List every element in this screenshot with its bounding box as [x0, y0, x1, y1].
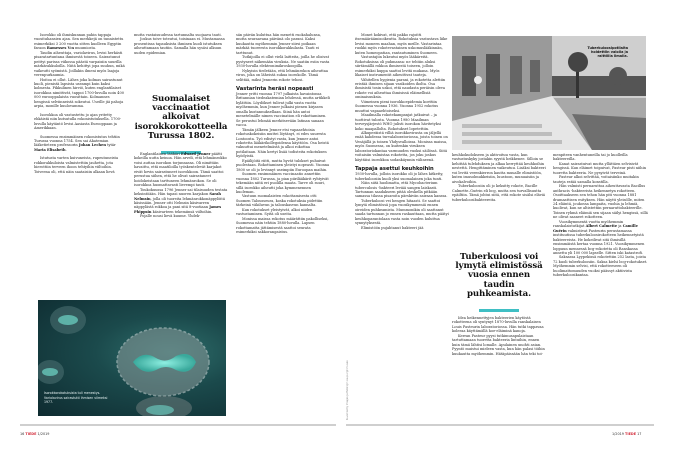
column-3 — [236, 33, 330, 234]
subheading: Tappaja asettui keuhkoihin — [355, 166, 434, 173]
paragraph: Kerran Pasteur pyysi tutkimusapulaistaan tartuttamaan tuoretta bakteeria lintuihin, ennen kuin tämä lähtisi lomalle. Apulainen unohti asian. Pyyntö muistui mieleen vasta, kun hän palasi töihin kuukautta myöhemmin. Hätäpäissään hän teki toi- — [452, 333, 545, 356]
brand-logo: TIEDE — [25, 432, 37, 436]
paragraph: Kanat sairastuivat mutta yllättäen selvisivät hengissä. Kun eläimet toipuivat, Pasteur pisti niihin tuoretta bakteeria. Ne pysyivät terveinä. — [553, 161, 646, 175]
paragraph — [134, 188, 228, 215]
paragraph: sän päivän kuluttua hän menetti ruokahalunsa, mutta seuraavana päivänä olo parani. Kaksi kuukautta myöhemmin Jenner siirsi poikaan märkää tuoreesta isorokkorakkulasta. Tauti ei tarttunut. — [236, 33, 321, 55]
name-johan-lechen: Johan Lechen — [78, 143, 106, 148]
page-number: 17 — [637, 432, 642, 436]
paragraph: Taudin aiheuttaja, variolavirus, levisi herkästi pisaratartuntana ihmisestä toiseen. Sairastunut peittyi parissa viikossa päästä varpaisiin suurilla märkärakkuloilla. Niitä kehittyi jopa suuhun, mikä vaikeutti syömistä. Joillakin ilmeni myös laajoja verenpurkaumia. — [34, 50, 125, 78]
paragraph: Hän valmisti pernaruttoa aiheuttavasta Bacillus anthracis -bakteerista heikennetyn rokotteen. Osoittaakseen sen tehon hän piti vuonna 1881 dramaattisen esityksen. Hän näytti yleisölle, miten 24 eläintä, joukossa lampaita, vuohia ja lehmiä, kuolivat, kun ne altistettiin pernaruttobakteerille. Toinen ryhmä eläimiä sen sijaan säilyi hengissä, sillä ne olivat saaneet rokotteen. — [553, 184, 648, 220]
paragraph: Epäilijöitä riitti, mutta hyvät tulokset puhuivat puolestaan. Rokottaminen yleistyi nopeasti. Vuonna 1800 se oli jo levinnyt useimpiin Euroopan maihin. — [236, 158, 330, 172]
folio-right — [612, 432, 641, 436]
paragraph: Jenner yritti vuonna 1797 julkaista havaintonsa Britannian tiedeakatemian lehdessä, mutta artikkeli hylättiin. Löydökset tulivat julki vasta vuotta myöhemmin, kun Jenner julkaisi pienen kirjasen omalla kustannuksellaan. Siinä hän antoi menetelmälle nimen vaccination eli rokottaminen. Se perustui lehmää merkitsevään latinan sanaan vacca. — [236, 91, 330, 128]
page-number: 16 — [20, 432, 25, 436]
name-james-phipps: James Phippsin — [134, 205, 222, 214]
paragraph — [553, 220, 649, 256]
smallpox-virus-image — [38, 300, 226, 416]
text: valmistivat Pasteurin perustamassa instituutissa tuberkuloosirokotteen heikennetyistä bakteereista. He kokeilivat sitä ihmisillä ensimmäistä kertaa vuonna 1921. Vuosikymmenen loppuun mennessä bcg-rokotetta oli Ranskassa annettu yli 100 000 lapselle. Sitten iski katastrofi. — [553, 228, 645, 255]
paragraph: Tämän jälkeen Jenner etsi vapaaehtoisia rokotuskokeisiin muttei löytänyt, ei edes suuresta Lontoosta. Työ edistyi vasta, kun Jenner antoi rokotetta lääkärikollegoidensa käyttöön. Osa heistä vakuuttui menetelmästä ja alkoi rokottaa potilaitaan. Näin kertyi lisää todisteita rokotuksen hyödyistä. — [236, 127, 329, 159]
text: Vuosikymmentä vuotta myöhemmin ranskalaistutkijat — [553, 219, 624, 229]
pull-quote-right — [452, 253, 546, 312]
text: Isorokko oli ihmiskunnan pahin tappaja vuosituhansien ajan. Sen merkkejä on tunnistettu esimerkiksi 3 200 vuotta sitten kuolleen Egyptin faraon — [34, 33, 124, 51]
column-4 — [355, 33, 449, 230]
paragraph: Suomen ensimmäinen vaccinaatio annettiin vuonna 1802 Turussa, ja pian piirilääkärit ryhtyivät tekemään niitä eri puolilla maata. Tarve oli suuri, sillä isorokko aiheutti joka kymmenennen kuoleman. — [236, 172, 329, 194]
text: muumiosta. — [75, 46, 97, 51]
column-5 — [452, 153, 546, 202]
paragraph: Tutkijoilla ei ollut vielä laitteita, joilla he olisivat pystyneet näkemään viruksia. Ne saatiin esiin vasta 1930-luvulla elektronimikroskoopilla. — [236, 55, 330, 69]
name-sarah-nelms: Sarah Nelmsin — [134, 192, 221, 201]
paragraph: Istutusta varten kuivuneista, rupeutuneista rokkorakkuloista valmistettiin jauhetta, jota hierottiin terveen ihoon tehtyihin viiltoihin. Toiveena oli, että näin saataisiin alkaan lievä — [34, 156, 119, 174]
paragraph: Pasteur alkoi selvittää, voitaisiinko muitakin tauteja estää samalla konstilla. — [553, 175, 639, 184]
paragraph: Suomessa ensimmäinen rokonistutus tehtiin Turussa vuonna 1754. Sen sai Akatemian lääketieteen professorin Johan Lechen tytär Maria Elisabeth. — [34, 134, 120, 152]
issue-number: 1/2019 — [612, 432, 624, 436]
column-5-lower — [452, 316, 546, 356]
paragraph: Alkuperäistä villiä isorokkovirusta on jäljellä enää kahdessa turvalaboratoriossa, joista toinen on Venäjällä ja toinen Yhdysvalloissa. Monissa maissa, myös Suomessa, on kuitenkin viruksen laboratoriokantaa varmuuden vuoksi säilössä. Siitä voitaisiin valmistaa rokotetta, jos joku joskus käyttäisi isorokkoa sodankäynnin välineenä. — [355, 130, 448, 162]
paragraph: Vähitellen hygienia parani, ja rokotetta alettiin eristää ihmisen sijaan vasikoiden iholta. Osa ihmisistä tosin uskoi, että naudasta peräisin oleva rokote voi aiheuttaa ihmisissä eläimellisiä ominaisuuksia. — [355, 77, 446, 100]
name-ramesses: Ramesses V:n — [46, 46, 74, 51]
photo-credit: Kuvat Getty Images ja Helsingin kaupunginmuseo — [346, 360, 349, 420]
name-albert-calmette: Albert Calmette — [585, 224, 618, 229]
paragraph: Joskus toive toteutui, toisinaan ei. Mustamassa prosentissa tapauksista ihminen kuoli istutuksen aiheuttamaan tautiin. Samalla hän sysäsi alkuun uuden epidemian. — [134, 37, 225, 55]
paragraph: Saksassa Lyypekissä rokotettiin 252 lasta, joista 72 kuoli tuberkuloosiin. Saksa kielsi bcg-rokotukset. Myöhemmin selvisi, että rokotteeseen oli huolimattomuuden vuoksi päässyt aktiivista tuberkuloosikantaa. — [553, 255, 648, 278]
pull-quote-left — [134, 95, 228, 154]
name-camille-guerin: Camille Guérin — [553, 224, 638, 233]
name-maria-elisabeth: Maria Elisabeth — [34, 147, 66, 152]
paragraph: Isorokkoa oli vastustettu jo ajan yritetty ehkäistä niin kutsutulla rokonistutuksella. 1700-luvulla käytäntö levisi Aasiasta Eurooppaan ja Amerikkaan. — [34, 112, 122, 131]
paragraph: Viimeinen pieni isorokkoepidemia koettiin Suomessa vuonna 1936. Vuonna 1952 rokotus muuttui vapaaehtoiseksi. — [355, 99, 439, 113]
brand-logo: TIEDE — [625, 432, 637, 436]
text: , jolla oli tuoreita lehmänrokkonäppylöitä käsissään. Jenner otti Nelmsin käsivarren näppylästä rokkoa ja pani sitä 8-vuotiaan — [134, 196, 225, 210]
pull-quote-text: Suomalaiset vaccinaatiot alkoivat isorokkorokotteella Turussa 1802. — [134, 94, 228, 141]
paragraph: Elimistöön pujahtanut bakteeri jää — [361, 225, 424, 230]
paragraph: Pojalle nousi lievä kuume. Yhdek- — [140, 214, 201, 219]
paragraph: Hoitoa ei ollut. Lähes joka kolmas sairastunut kuoli, pienistä lapsista useampi kuin kaksi kolmesta. Pikkulinen hirviö, kuten englantilaiset isorokkoa nimittivät, tappoi 1700-luvulla noin 400 000 eurooppalaista vuosittain. Kolmannes hengissä selviinneistä sokeutui. Useille jäi pahoja arpia, monille kuulovamma. — [34, 77, 124, 109]
paragraph: Monet kokivat, että pakko rajoitti itsemääräämisoikeutta. Rokotuksia vastustava liike levisi moneen maahan, myös meille. Vastarintaa ruokki myös rokotevastainen uskomuslääkinnän, kuten homeopatian, rantautuminen Suomeen. — [355, 33, 448, 55]
column-6 — [553, 153, 649, 278]
paragraph: Vastustajiin lukeutui myös lääkäreitä. Rokotuksissa oli puhmansa: ne tehtiin aluksi siirtämällä rokkoa ihmisestä toiseen, jolloin esimerkiksi kuppa saattoi levitä mukana. Myös likaiset instrumentit aiheuttivat tauteja. — [355, 55, 440, 78]
pull-quote-text: Tuberkuloosi voi lymytä elimistössä vuosia ennen taudin puhkeamista. — [455, 252, 543, 299]
text: Englantilainen lääkäri — [140, 152, 180, 156]
text: Suomessa ensimmäinen rokonistutus tehtiin Turussa vuonna 1754. Sen sai Akatemian lääketieteen professorin — [34, 134, 120, 148]
photo-caption: Isorokkorokotuksista tuli menestys. Variolavirus sairastutti ihmisen viimeksi 1977. — [44, 391, 108, 404]
paragraph: Idea heikennettyjen bakteerien käytöstä rokotteena oli syntynyt 1870-luvulla ranskalaisen Louis Pasteurin laboratoriossa. Hän tutki tappavaa koleraa käyttämällä koe-eläiminä kanoja. — [452, 316, 544, 334]
paragraph: mutta vastaisuudessa tartunnalta suojaava tauti. — [134, 33, 222, 37]
tuberculosis-sanatorium-photo — [452, 36, 646, 150]
accent-bar — [479, 309, 519, 312]
paragraph: Tuberkuloosi vei hengen hitaasti. Se saattoi lymytä elimistössä jopa vuosikymmeniä ennen oireiden puhkeamista. Mummonikin oli saattanut saada tartunnan jo ennen raskauttaan, mutta päätyi keuhkoparantolaan vasta noin vuoden kuluttua synnytyksestä. — [355, 198, 449, 226]
text: tytär — [107, 143, 116, 148]
name-edward-jenner: Edward Jenner — [181, 152, 211, 156]
text: Toukokuussa 1796 Jenner sai tilaisuuden testata keksintöään. Hän tapasi nuoren karjakon — [134, 187, 228, 197]
paragraph: Vastuun suomalaisten rokottamisesta otti Suomen Talousseura, koska rokotuksia pidettiin tärkeinä väkiluvun ja talouskasvun kannalta. — [236, 194, 323, 208]
footer-rule-left — [20, 424, 336, 426]
paragraph: Näin siitä huolimatta, että Mycobacterium tuberculosis -bakteeri leviää sangen laiskasti. Tartunnan saadakseen pitää oleskella pitkään samassa tilassa pisaroita pärskivän sairaan kanssa. — [355, 181, 448, 199]
column-1 — [34, 33, 126, 174]
paragraph: Nykyisin tiedetään, että lehmänrokon aiheuttaa virus, joka on läheistä sukua isorokolle. Tämä selittää, miksi Jennerin rokote tehosi. — [236, 68, 328, 82]
paragraph — [34, 33, 126, 51]
paragraph: Maailmalla rokotekampanjat jatkuivat – ja tuottivat tulosta. Vuonna 1980 Maailman terveysjärjestö WHO julisti isorokon hävitetyksi koko maapallolta. Rokotukset lopetettiin. — [355, 113, 441, 131]
text: ja — [618, 224, 622, 229]
photo-caption: Tuberkuloosipotilaita hoidettiin valolla ja raittiilla ilmalla. — [587, 46, 628, 59]
footer-rule-right — [346, 424, 654, 426]
text: päätti kokeilla uutta keinoa. Hän arveli, että lehmänrokko voisi auttaa isorokon torjunnassa. Oli nimittäin havaittu, että maatiloilla työskentelevät karjakot eivät hevin sairastuneet isorokkoon. Tämä saattoi perustua siihen, että he olivat sairastaneet hoidokeistaan tarttuneen lehmänrokon. Se oli isorokkoa huomattavasti lievempi tauti. — [134, 152, 227, 188]
paragraph: 1930-luvulla, jolloin isorokko oli jo lähes kitketty, tuberkuloosiin kuoli yksi suomalainen joka tunti. — [355, 172, 444, 181]
paragraph: menpiteen vanhentuneilla tai jo kuolleilla bakteereilla. — [553, 153, 628, 162]
subheading: Vastarinta heräsi nopeasti — [236, 85, 314, 92]
column-2-lower — [134, 152, 228, 219]
paragraph: Kun rokotukset yleistyivät, alkoi niiden vastustaminen. Syitä oli useita. — [236, 207, 313, 217]
issue-number: 1/2019 — [37, 432, 50, 436]
column-2 — [134, 33, 228, 55]
paragraph: keuhkokudokseen ja aktivoituu vasta, kun vastustuskyky jostakin syystä heikkenee. Silloin se kehittää tulehduksen ja alkaa kerryttää keuhkoihin nestettä. Hengittäminen vaikeutuu. Lisäksi bakteeri voi levitä verenkierron kautta muualle elimistöön, kuten imusolmukkeisiin, luustoon, munuaisiin ja aivokalvoihin. — [452, 153, 546, 184]
text: käsivarteen tekemiinsä viiltoihin. — [152, 209, 213, 214]
paragraph: Monissa maissa rokotus määrättiin pakolliseksi, Suomessa näin tehtiin 1880-luvulla. Lapsen rokottamatta jättämisestä saattoi seurata esimerkiksi sakkorangaistus. — [236, 216, 329, 235]
folio-left — [20, 432, 49, 436]
paragraph — [134, 152, 228, 188]
paragraph: Tuberkuloosiin oli jo keksitty rokote, Bacille Calmette–Guérin eli bcg, mutta sen turvallisuutta epäiltiin. Tämä johtui siitä, että rokote sisälsi eläviä tuberkuloosibakteereita. — [452, 184, 546, 202]
